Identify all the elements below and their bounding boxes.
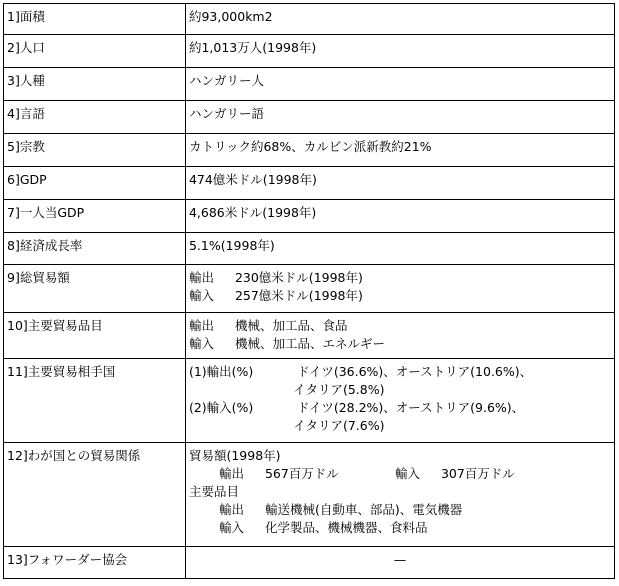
items-export-label: 輸出 [218, 502, 244, 517]
row-label: 2]人口 [4, 35, 186, 68]
row-label: 5]宗教 [4, 134, 186, 167]
country-info-table [3, 3, 615, 579]
export-label: 輸出 [188, 318, 214, 333]
items-import-line [189, 519, 611, 537]
items-title: 主要品目 [188, 484, 239, 499]
row-value: 約1,013万人(1998年) [185, 35, 614, 68]
table-row [4, 313, 615, 359]
import-line [189, 335, 611, 353]
country-info-table-wrapper [3, 3, 615, 579]
partner-export-value: ドイツ(36.6%)、オーストリア(10.6%)、 [296, 364, 533, 379]
trade-import-value: 307百万ドル [440, 466, 515, 481]
row-value: 474億米ドル(1998年) [185, 167, 614, 200]
trade-title: 貿易額(1998年) [188, 448, 281, 463]
row-value [185, 359, 614, 443]
table-row [4, 68, 615, 101]
export-value: 230億米ドル(1998年) [234, 270, 363, 285]
export-line [189, 317, 611, 335]
partner-import-line [189, 399, 611, 417]
export-value: 機械、加工品、食品 [234, 318, 348, 333]
trade-export-label: 輸出 [218, 466, 244, 481]
export-label: 輸出 [188, 270, 214, 285]
row-value: — [185, 547, 614, 579]
row-value [185, 313, 614, 359]
row-label: 4]言語 [4, 101, 186, 134]
row-label: 8]経済成長率 [4, 233, 186, 265]
items-export-value: 輸送機械(自動車、部品)、電気機器 [264, 502, 463, 517]
items-import-label: 輸入 [218, 520, 244, 535]
row-label: 6]GDP [4, 167, 186, 200]
row-label: 10]主要貿易品目 [4, 313, 186, 359]
table-row [4, 101, 615, 134]
partner-export-continued: イタリア(5.8%) [292, 382, 385, 397]
table-row [4, 134, 615, 167]
partner-export-line [189, 363, 611, 381]
row-label: 7]一人当GDP [4, 200, 186, 233]
row-value: 5.1%(1998年) [185, 233, 614, 265]
import-label: 輸入 [188, 288, 214, 303]
table-row [4, 233, 615, 265]
table-row [4, 35, 615, 68]
partner-import-continued: イタリア(7.6%) [292, 418, 385, 433]
items-export-line [189, 501, 611, 519]
table-row [4, 443, 615, 547]
table-row [4, 167, 615, 200]
row-value: 4,686米ドル(1998年) [185, 200, 614, 233]
row-value: ハンガリー語 [185, 101, 614, 134]
row-label: 11]主要貿易相手国 [4, 359, 186, 443]
import-line [189, 287, 611, 305]
row-label: 9]総貿易額 [4, 265, 186, 313]
row-value: ハンガリー人 [185, 68, 614, 101]
row-label: 13]フォワーダー協会 [4, 547, 186, 579]
export-line [189, 269, 611, 287]
row-label: 3]人種 [4, 68, 186, 101]
table-row [4, 547, 615, 579]
trade-amounts-line [189, 465, 611, 483]
row-label: 1]面積 [4, 4, 186, 35]
import-value: 257億米ドル(1998年) [234, 288, 363, 303]
row-value: 約93,000km2 [185, 4, 614, 35]
partner-import-value: ドイツ(28.2%)、オーストリア(9.6%)、 [296, 400, 525, 415]
partner-export-label: (1)輸出(%) [188, 364, 254, 379]
table-row [4, 359, 615, 443]
row-value [185, 443, 614, 547]
table-row [4, 4, 615, 35]
items-import-value: 化学製品、機械機器、食料品 [264, 520, 428, 535]
partner-import-label: (2)輸入(%) [188, 400, 254, 415]
import-value: 機械、加工品、エネルギー [234, 336, 385, 351]
trade-export-value: 567百万ドル [264, 466, 339, 481]
row-label: 12]わが国との貿易関係 [4, 443, 186, 547]
table-row [4, 265, 615, 313]
row-value [185, 265, 614, 313]
table-row [4, 200, 615, 233]
row-value: カトリック約68%、カルビン派新教約21% [185, 134, 614, 167]
import-label: 輸入 [188, 336, 214, 351]
trade-import-label: 輸入 [394, 466, 420, 481]
